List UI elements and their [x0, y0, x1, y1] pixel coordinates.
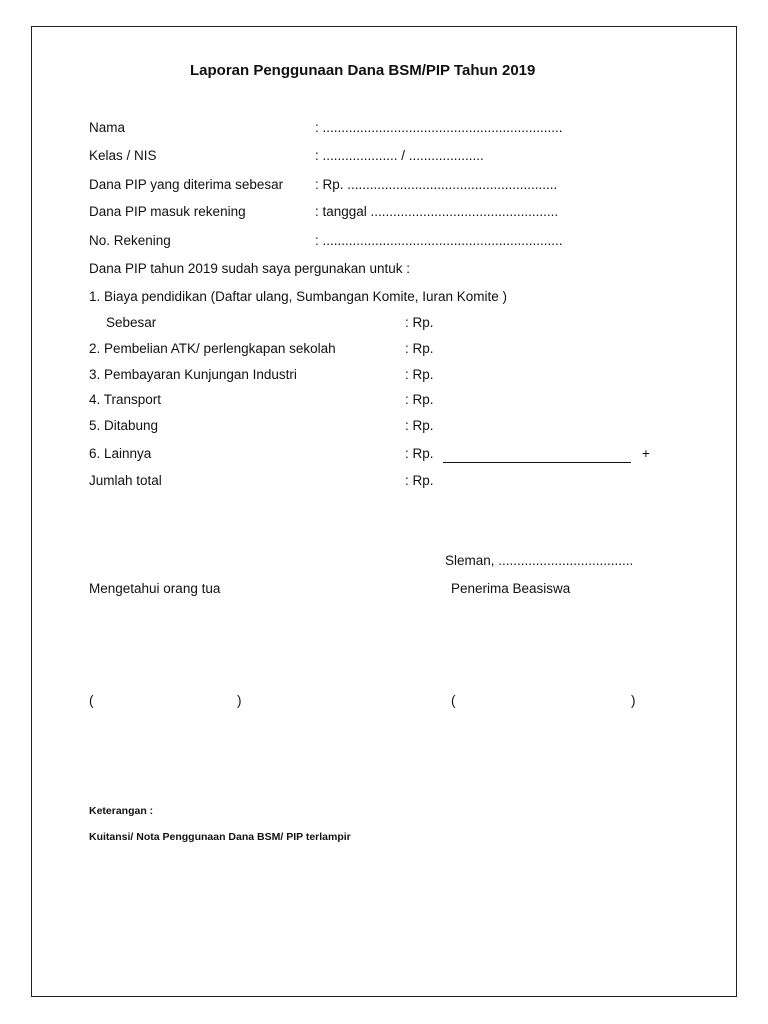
place-date: Sleman, .................................... [445, 553, 634, 568]
usage-item-label: 2. Pembelian ATK/ perlengkapan sekolah [89, 341, 336, 356]
field-label-nama: Nama [89, 120, 126, 135]
usage-item-amount: : Rp. [405, 392, 434, 407]
total-amount: : Rp. [405, 473, 434, 488]
total-label: Jumlah total [89, 473, 162, 488]
parent-signer-label: Mengetahui orang tua [89, 581, 221, 596]
recipient-signer-label: Penerima Beasiswa [451, 581, 571, 596]
parent-signature-paren-open: ( [89, 693, 94, 708]
usage-item-label: Sebesar [106, 315, 157, 330]
usage-item-amount: : Rp. [405, 418, 434, 433]
field-value-masuk-rekening: : tanggal .................................................. [315, 204, 559, 219]
note-label: Keterangan : [89, 805, 154, 817]
field-value-dana-diterima: : Rp. ........................................................ [315, 177, 558, 192]
field-value-no-rekening: : ................................................................ [315, 233, 563, 248]
usage-intro: Dana PIP tahun 2019 sudah saya pergunakan untuk : [89, 261, 410, 276]
field-label-no-rekening: No. Rekening [89, 233, 171, 248]
usage-item-amount: : Rp. [405, 315, 434, 330]
recipient-signature-paren-close: ) [631, 693, 636, 708]
usage-item-1-title: 1. Biaya pendidikan (Daftar ulang, Sumbangan Komite, Iuran Komite ) [89, 289, 507, 304]
note-text: Kuitansi/ Nota Penggunaan Dana BSM/ PIP terlampir [89, 831, 351, 843]
recipient-signature-paren-open: ( [451, 693, 456, 708]
usage-item-amount: : Rp. [405, 446, 434, 461]
field-value-kelas-nis: : .................... / .................... [315, 148, 484, 163]
usage-item-label: 5. Ditabung [89, 418, 159, 433]
sum-underline [443, 462, 631, 463]
field-label-masuk-rekening: Dana PIP masuk rekening [89, 204, 246, 219]
usage-item-amount: : Rp. [405, 367, 434, 382]
usage-item-label: 3. Pembayaran Kunjungan Industri [89, 367, 297, 382]
document-page [31, 26, 737, 997]
field-label-kelas-nis: Kelas / NIS [89, 148, 157, 163]
parent-signature-paren-close: ) [237, 693, 242, 708]
usage-item-label: 6. Lainnya [89, 446, 152, 461]
plus-sign: + [642, 446, 650, 461]
field-value-nama: : ................................................................ [315, 120, 563, 135]
document-title: Laporan Penggunaan Dana BSM/PIP Tahun 2019 [190, 62, 536, 79]
usage-item-label: 4. Transport [89, 392, 162, 407]
usage-item-amount: : Rp. [405, 341, 434, 356]
field-label-dana-diterima: Dana PIP yang diterima sebesar [89, 177, 284, 192]
